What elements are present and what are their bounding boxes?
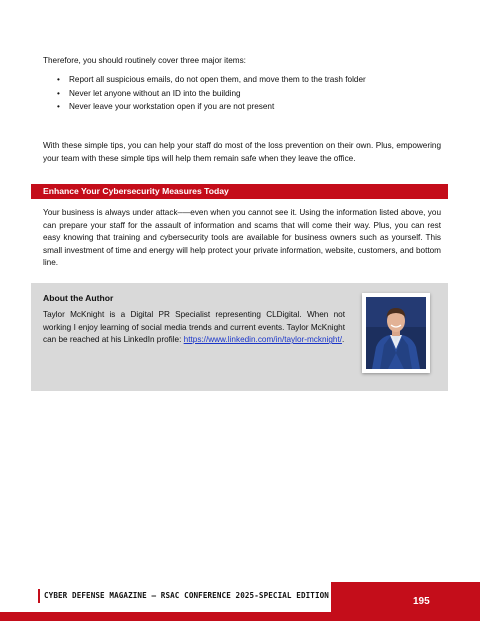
page-number-box xyxy=(331,582,480,621)
list-item: • Never let anyone without an ID into the building xyxy=(43,87,443,101)
bullet-icon: • xyxy=(57,102,60,111)
magazine-title: CYBER DEFENSE MAGAZINE – RSAC CONFERENCE 2025-SPECIAL EDITION xyxy=(44,591,329,600)
footer-red-band xyxy=(0,612,331,621)
list-item: • Never leave your workstation open if you are not present xyxy=(43,100,443,114)
intro-text: Therefore, you should routinely cover three major items: xyxy=(43,56,246,65)
page-number: 195 xyxy=(413,596,430,607)
section-banner xyxy=(31,184,448,199)
author-bio: Taylor McKnight is a Digital PR Specialist representing CLDigital. When not working I enjoy learning of social media trends and current events. Taylor McKnight can be reached at his LinkedIn profile: https://www.linkedin.com/in/taylor-mcknight/. xyxy=(43,310,345,345)
list-item: • Report all suspicious emails, do not open them, and move them to the trash folder xyxy=(43,73,443,87)
magazine-footer xyxy=(38,589,338,603)
bullet-icon: • xyxy=(57,88,60,98)
tips-paragraph: With these simple tips, you can help your staff do most of the loss prevention on their own. Plus, empowering your team with these simple tips will help them remain safe when they leave the office. xyxy=(43,141,441,163)
section-paragraph: Your business is always under attack–—even when you cannot see it. Using the information listed above, you can prepare your staff for the assault of information and scams that will come their way. Plus, you can rest easy knowing that training and cybersecurity tools are available for business owners such as yourself. This small investment of time and energy will help protect your private information, website, customers, and bottom line. xyxy=(43,208,441,268)
section-title: Enhance Your Cybersecurity Measures Today xyxy=(43,186,229,196)
author-portrait-image xyxy=(366,297,426,369)
tips-list xyxy=(43,73,443,114)
author-box xyxy=(31,283,448,391)
linkedin-link[interactable]: https://www.linkedin.com/in/taylor-mcknight/ xyxy=(183,335,343,345)
footer-accent-mark xyxy=(38,589,40,603)
bullet-icon: • xyxy=(57,75,60,84)
author-photo xyxy=(362,293,430,373)
author-heading: About the Author xyxy=(43,293,114,303)
